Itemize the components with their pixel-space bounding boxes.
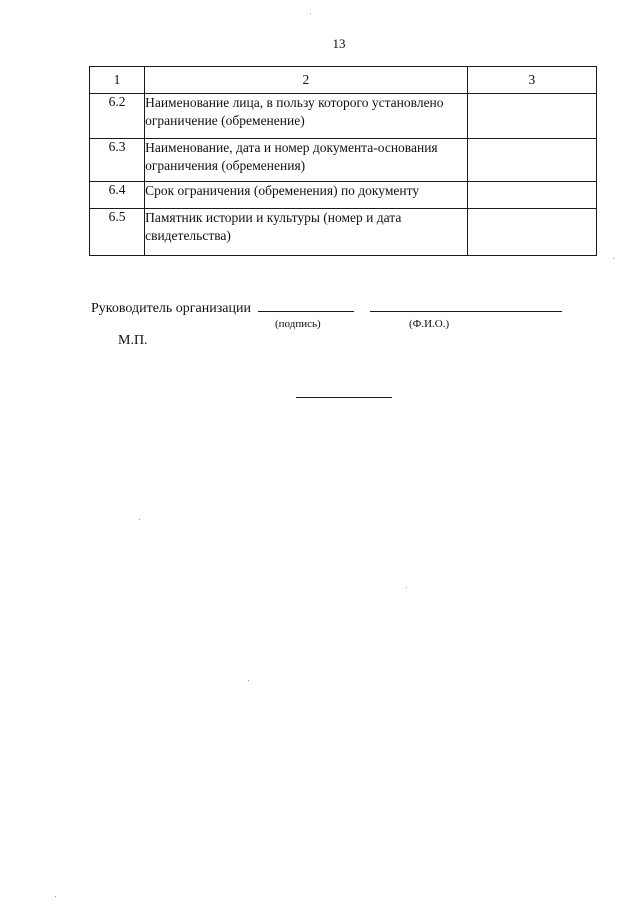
scan-speck bbox=[406, 587, 407, 588]
table-row bbox=[90, 139, 597, 182]
header-cell-1: 1 bbox=[90, 67, 145, 94]
scan-speck bbox=[55, 896, 56, 897]
full-name-blank bbox=[370, 298, 562, 312]
end-divider bbox=[296, 397, 392, 398]
property-info-table bbox=[89, 66, 597, 256]
full-name-hint: (Ф.И.О.) bbox=[409, 318, 450, 330]
stamp-placeholder: М.П. bbox=[118, 333, 148, 348]
signature-blank bbox=[258, 298, 354, 312]
scan-speck bbox=[248, 680, 249, 681]
table-row bbox=[90, 209, 597, 256]
signature-line bbox=[91, 298, 562, 317]
table-row bbox=[90, 182, 597, 209]
table-header-row bbox=[90, 67, 597, 94]
row-number: 6.2 bbox=[90, 94, 145, 139]
row-value bbox=[467, 94, 596, 139]
row-name: Памятник истории и культуры (номер и дата свидетельства) bbox=[145, 209, 468, 256]
row-value bbox=[467, 139, 596, 182]
row-number: 6.3 bbox=[90, 139, 145, 182]
row-name: Наименование, дата и номер документа-основания ограничения (обременения) bbox=[145, 139, 468, 182]
page-number: 13 bbox=[332, 36, 346, 51]
scan-speck bbox=[139, 519, 140, 520]
header-cell-3: 3 bbox=[467, 67, 596, 94]
row-name: Срок ограничения (обременения) по документу bbox=[145, 182, 468, 209]
row-number: 6.4 bbox=[90, 182, 145, 209]
table-row bbox=[90, 94, 597, 139]
scan-speck bbox=[613, 258, 614, 259]
signature-hint: (подпись) bbox=[275, 318, 321, 330]
row-number: 6.5 bbox=[90, 209, 145, 256]
row-value bbox=[467, 209, 596, 256]
row-value bbox=[467, 182, 596, 209]
row-name: Наименование лица, в пользу которого установлено ограничение (обременение) bbox=[145, 94, 468, 139]
signature-label: Руководитель организации bbox=[91, 301, 251, 316]
scan-speck bbox=[310, 13, 311, 14]
header-cell-2: 2 bbox=[145, 67, 468, 94]
